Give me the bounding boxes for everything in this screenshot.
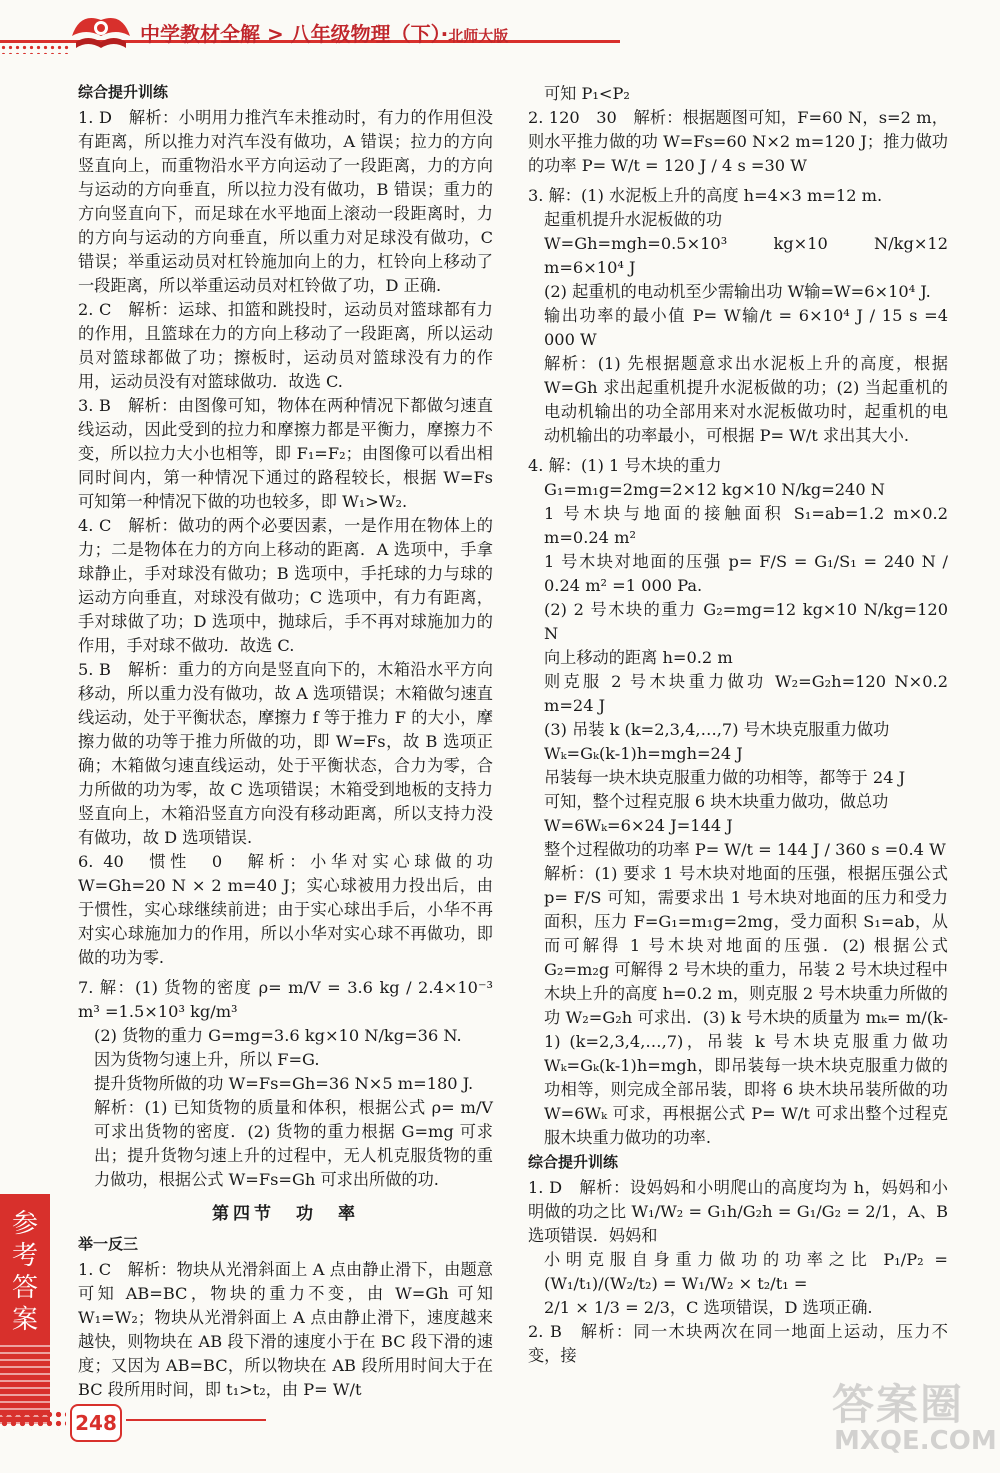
answer-item: 1. D 解析：小明用力推汽车未推动时，有力的作用但没有距离，所以推力对汽车没有做功，A 错误；拉力的方向竖直向上，而重物沿水平方向运动了一段距离，力的方向与运动的方向垂直，所以拉力没有做功，B 错误；重力的方向竖直向下，而足球在水平地面上滚动一段距离时，力的方向与运动的方向垂直，所以重力对足球没有做功，C 错误；举重运动员对杠铃施加向上的力，杠铃向上移动了一段距离，所以举重运动员对杠铃做了功，D 正确. <box>78 108 493 295</box>
answer-item: 1. D 解析：设妈妈和小明爬山的高度均为 h，妈妈和小明做的功之比 W₁/W₂ = G₁h/G₂h = G₁/G₂ = 2/1，A、B 选项错误．妈妈和 <box>528 1178 948 1245</box>
answer-item: 3. 解：(1) 水泥板上升的高度 h=4×3 m=12 m. <box>528 186 883 205</box>
answer-line: G₁=m₁g=2mg=2×12 kg×10 N/kg=240 N <box>544 480 885 499</box>
answer-line: 输出功率的最小值 P= W输/t = 6×10⁴ J / 15 s =4 000 W <box>544 306 948 349</box>
answer-line: 1 号木块与地面的接触面积 S₁=ab=1.2 m×0.2 m=0.24 m² <box>544 504 948 547</box>
watermark-url: MXQE.COM <box>834 1426 997 1456</box>
analysis-text: 解析：(1) 先根据题意求出水泥板上升的高度，根据 W=Gh 求出起重机提升水泥板做的功；(2) 当起重机的电动机输出的功全部用来对水泥板做功时，起重机的电动机输出的功率最小，可根据 P= W/t 求出其大小. <box>544 354 948 445</box>
header-edition: 北师大版 <box>448 27 509 45</box>
footer-line <box>126 1419 266 1421</box>
answer-line: (2) 2 号木块的重力 G₂=mg=12 kg×10 N/kg=120 N <box>544 600 948 643</box>
answer-line: W=Gh=mgh=0.5×10³ kg×10 N/kg×12 m=6×10⁴ J <box>544 234 948 277</box>
answer-line: (2) 起重机的电动机至少需输出功 W输=W=6×10⁴ J. <box>544 282 931 301</box>
answer-item: 4. 解：(1) 1 号木块的重力 <box>528 456 722 475</box>
answer-item: 4. C 解析：做功的两个必要因素，一是作用在物体上的力；二是物体在力的方向上移动的距离．A 选项中，手拿球静止，手对球没有做功；B 选项中，手托球的力与球的运动方向垂直，对球没有做功；C 选项中，有力有距离，手对球做了功；D 选项中，抛球后，手不再对球施加力的作用，手对球不做功．故选 C. <box>78 516 493 655</box>
answer-item: 2. 120 30 解析：根据题图可知，F=60 N，s=2 m，则水平推力做的功 W=Fs=60 N×2 m=120 J；推力做功的功率 P= W/t = 120 J / 4 s =30 W <box>528 108 948 175</box>
left-column <box>78 80 493 1402</box>
answer-item: 6. 40 惯性 0 解析：小华对实心球做的功 W=Gh=20 N × 2 m=40 J；实心球被用力投出后，由于惯性，实心球继续前进；由于实心球出手后，小华不再对实心球施加力的作用，所以小华对实心球不再做功，即做的功为零. <box>78 852 493 967</box>
answer-line: (3) 吊装 k (k=2,3,4,…,7) 号木块克服重力做功 <box>544 720 890 739</box>
answer-line: 2/1 × 1/3 = 2/3，C 选项错误，D 选项正确. <box>544 1298 873 1317</box>
answer-item: 7. 解：(1) 货物的密度 ρ= m/V = 3.6 kg / 2.4×10⁻³ m³ =1.5×10³ kg/m³ <box>78 978 493 1021</box>
answer-line: 小明克服自身重力做功的功率之比 P₁/P₂ = (W₁/t₁)/(W₂/t₂) = W₁/W₂ × t₂/t₁ = <box>544 1250 948 1293</box>
header-title <box>140 18 508 47</box>
section-heading: 综合提升训练 <box>78 83 169 101</box>
watermark-text: 答案圈 <box>832 1380 965 1429</box>
page-number: 248 <box>70 1404 122 1442</box>
answer-line: 1 号木块对地面的压强 p= F/S = G₁/S₁ = 240 N / 0.24 m² =1 000 Pa. <box>544 552 948 595</box>
footer-dots <box>0 1410 66 1430</box>
section-heading: 举一反三 <box>78 1235 139 1253</box>
answer-line: 可知 P₁<P₂ <box>544 84 630 103</box>
section-title: 第四节 功 率 <box>212 1204 359 1224</box>
answer-line: 因为货物匀速上升，所以 F=G. <box>94 1050 320 1069</box>
answer-line: 向上移动的距离 h=0.2 m <box>544 648 733 667</box>
page-header <box>0 0 1000 70</box>
answer-line: 则克服 2 号木块重力做功 W₂=G₂h=120 N×0.2 m=24 J <box>544 672 948 715</box>
answer-line: 吊装每一块木块克服重力做的功相等，都等于 24 J <box>544 768 906 787</box>
watermark <box>820 1372 997 1464</box>
right-column <box>528 82 948 1368</box>
answer-item: 2. B 解析：同一木块两次在同一地面上运动，压力不变，接 <box>528 1322 948 1365</box>
answer-line: 起重机提升水泥板做的功 <box>544 210 723 229</box>
answer-key-tab <box>0 1194 50 1424</box>
book-logo-icon <box>66 6 136 58</box>
section-heading: 综合提升训练 <box>528 1153 619 1171</box>
answer-line: 整个过程做功的功率 P= W/t = 144 J / 360 s =0.4 W <box>544 840 946 859</box>
answer-line: W=6Wₖ=6×24 J=144 J <box>544 816 733 835</box>
answer-item: 1. C 解析：物块从光滑斜面上 A 点由静止滑下，由题意可知 AB=BC，物块的重力不变，由 W=Gh 可知 W₁=W₂；物块从光滑斜面上 A 点由静止滑下，速度越来越快，则物块在 AB 段下滑的速度小于在 BC 段下滑的速度；又因为 AB=BC，所以物块在 AB 段所用时间大于在 BC 段所用时间，即 t₁>t₂，由 P= W/t <box>78 1260 493 1399</box>
answer-line: 提升货物所做的功 W=Fs=Gh=36 N×5 m=180 J. <box>94 1074 474 1093</box>
analysis-text: 解析：(1) 要求 1 号木块对地面的压强，根据压强公式 p= F/S 可知，需要求出 1 号木块对地面的压力和受力面积，压力 F=G₁=m₁g=2mg，受力面积 S₁=ab，从而可解得 1 号木块对地面的压强．(2) 根据公式 G₂=m₂g 可解得 2 号木块的重力，吊装 2 号木块过程中木块上升的高度 h=0.2 m，则克服 2 号木块重力所做的功 W₂=G₂h 可求出．(3) k 号木块的质量为 mₖ= m/(k-1) (k=2,3,4,…,7)，吊装 k 号木块克服重力做功 Wₖ=Gₖ(k-1)h=mgh，即吊装每一块木块克服重力做的功相等，则完成全部吊装，即将 6 块木块吊装所做的功 W=6Wₖ 可求，再根据公式 P= W/t 可求出整个过程克服木块重力做功的功率. <box>544 864 948 1147</box>
analysis-text: 解析：(1) 已知货物的质量和体积，根据公式 ρ= m/V 可求出货物的密度．(2) 货物的重力根据 G=mg 可求出；提升货物匀速上升的过程中，无人机克服货物的重力做功，根据公式 W=Fs=Gh 可求出所做的功. <box>94 1098 493 1189</box>
answer-line: 可知，整个过程克服 6 块木块重力做功，做总功 <box>544 792 889 811</box>
answer-item: 5. B 解析：重力的方向是竖直向下的，木箱沿水平方向移动，所以重力没有做功，故 A 选项错误；木箱做匀速直线运动，处于平衡状态，摩擦力 f 等于推力 F 的大小，摩擦力做的功等于推力所做的功，即 W=Fs，故 B 选项正确；木箱做匀速直线运动，处于平衡状态，合力为零，合力所做的功为零，故 C 选项错误；木箱受到地板的支持力竖直向上，木箱沿竖直方向没有移动距离，所以支持力没有做功，故 D 选项错误. <box>78 660 493 847</box>
answer-line: (2) 货物的重力 G=mg=3.6 kg×10 N/kg=36 N. <box>94 1026 462 1045</box>
answer-line: Wₖ=Gₖ(k-1)h=mgh=24 J <box>544 744 743 763</box>
answer-item: 3. B 解析：由图像可知，物体在两种情况下都做匀速直线运动，因此受到的拉力和摩擦力都是平衡力，摩擦力不变，所以拉力大小也相等，即 F₁=F₂；由图像可以看出相同时间内，第一种情况下通过的路程较长，根据 W=Fs 可知第一种情况下做的功也较多，即 W₁>W₂. <box>78 396 493 511</box>
answer-item: 2. C 解析：运球、扣篮和跳投时，运动员对篮球都有力的作用，且篮球在力的方向上移动了一段距离，所以运动员对篮球都做了功；擦板时，运动员对篮球没有力的作用，运动员没有对篮球做功．故选 C. <box>78 300 493 391</box>
header-dots <box>0 44 70 54</box>
header-book-title: 中学教材全解 > 八年级物理（下）· <box>140 22 449 46</box>
answer-key-label: 参考答案 <box>11 1209 38 1335</box>
